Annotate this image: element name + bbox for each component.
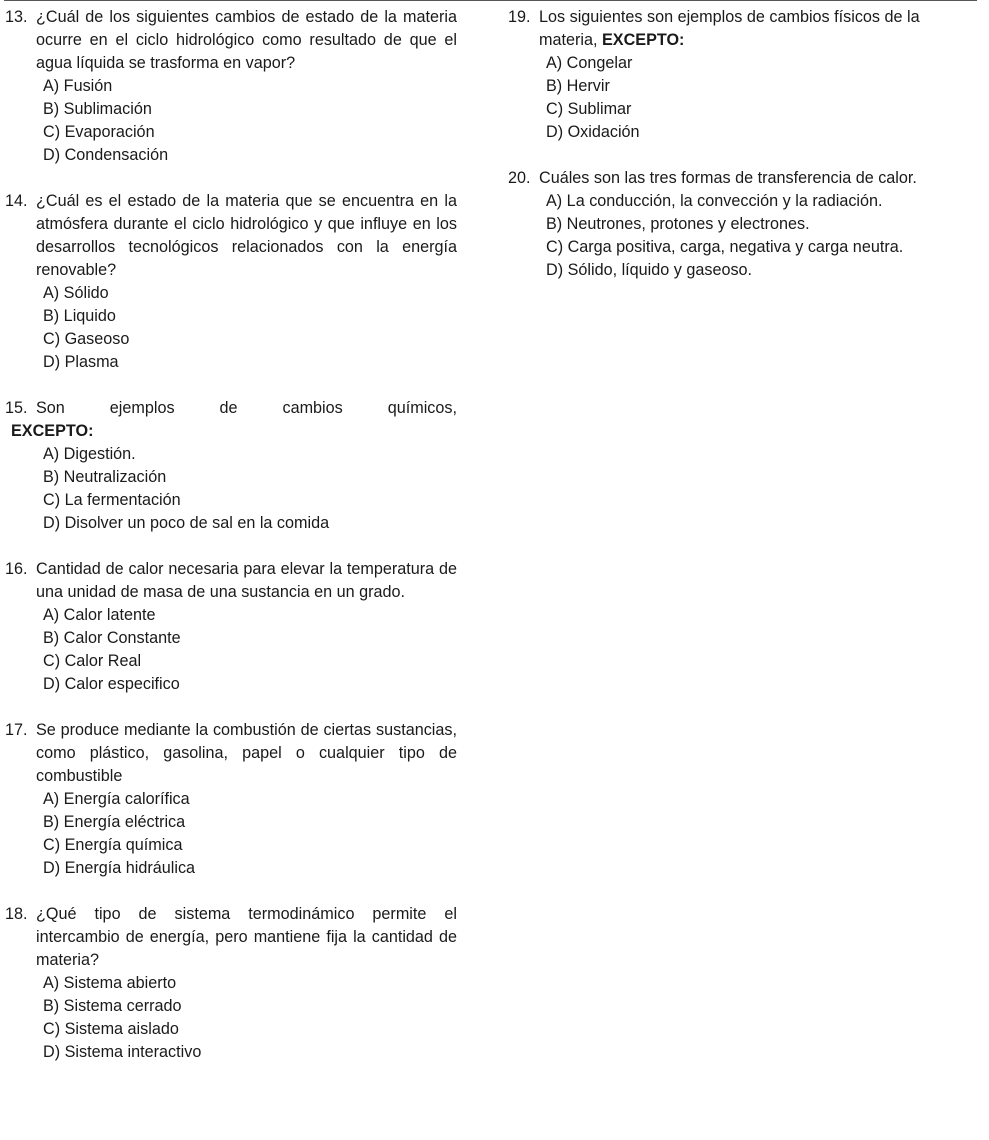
option-d: D) Condensación: [43, 146, 169, 164]
option-a: A) La conducción, la convección y la radiación.: [546, 192, 883, 210]
option-b: B) Neutrones, protones y electrones.: [546, 215, 810, 233]
question-15: [5, 397, 457, 535]
excepto-label: EXCEPTO:: [601, 31, 685, 49]
question-text: Cantidad de calor necesaria para elevar la temperatura de una unidad de masa de una sustancia en un grado.: [36, 560, 457, 601]
option-d: D) Sólido, líquido y gaseoso.: [546, 261, 753, 279]
left-column: [5, 6, 457, 1064]
option-d: D) Plasma: [43, 353, 119, 371]
question-13: [5, 6, 457, 167]
question-number: 15.: [5, 399, 28, 417]
options-list: [43, 788, 457, 880]
option-a: A) Calor latente: [43, 606, 156, 624]
option-a: A) Energía calorífica: [43, 790, 190, 808]
option-d: D) Disolver un poco de sal en la comida: [43, 514, 330, 532]
question-number: 20.: [508, 169, 531, 187]
option-d: D) Sistema interactivo: [43, 1043, 202, 1061]
right-column: [508, 6, 953, 305]
option-c: C) Gaseoso: [43, 330, 130, 348]
option-c: C) Calor Real: [43, 652, 142, 670]
options-list: [43, 604, 457, 696]
question-number: 14.: [5, 192, 28, 210]
question-text-wrap: [539, 6, 953, 52]
option-b: B) Energía eléctrica: [43, 813, 186, 831]
question-text: Son ejemplos de cambios químicos,: [36, 399, 457, 417]
option-b: B) Liquido: [43, 307, 116, 325]
options-list: [43, 282, 457, 374]
options-list: [43, 443, 457, 535]
option-b: B) Sistema cerrado: [43, 997, 182, 1015]
question-number: 16.: [5, 560, 28, 578]
question-text-wrap: [36, 397, 457, 420]
option-a: A) Sólido: [43, 284, 109, 302]
option-a: A) Digestión.: [43, 445, 136, 463]
option-d: D) Oxidación: [546, 123, 640, 141]
top-rule: [4, 0, 977, 1]
option-a: A) Congelar: [546, 54, 633, 72]
option-d: D) Calor especifico: [43, 675, 180, 693]
options-list: [43, 972, 457, 1064]
option-a: A) Fusión: [43, 77, 113, 95]
question-14: [5, 190, 457, 374]
question-text: ¿Cuál es el estado de la materia que se encuentra en la atmósfera durante el ciclo hidrológico y que influye en los desarrollos tecnológicos relacionados con la energía renovable?: [36, 192, 457, 279]
question-text: ¿Qué tipo de sistema termodinámico permite el intercambio de energía, pero mantiene fija la cantidad de materia?: [36, 905, 457, 969]
question-number: 18.: [5, 905, 28, 923]
option-b: B) Calor Constante: [43, 629, 181, 647]
question-20: [508, 167, 953, 282]
question-number: 19.: [508, 8, 531, 26]
option-c: C) Sistema aislado: [43, 1020, 179, 1038]
question-text: Los siguientes son ejemplos de cambios físicos de la materia,: [539, 8, 920, 49]
question-16: [5, 558, 457, 696]
question-17: [5, 719, 457, 880]
question-number: 13.: [5, 8, 28, 26]
option-b: B) Neutralización: [43, 468, 167, 486]
question-text: Se produce mediante la combustión de ciertas sustancias, como plástico, gasolina, papel o cualquier tipo de combustible: [36, 721, 457, 785]
question-text: Cuáles son las tres formas de transferencia de calor.: [539, 169, 917, 187]
option-b: B) Hervir: [546, 77, 610, 95]
option-c: C) La fermentación: [43, 491, 181, 509]
question-18: [5, 903, 457, 1064]
option-c: C) Carga positiva, carga, negativa y carga neutra.: [546, 238, 904, 256]
option-a: A) Sistema abierto: [43, 974, 177, 992]
option-d: D) Energía hidráulica: [43, 859, 196, 877]
option-c: C) Energía química: [43, 836, 183, 854]
excepto-label: EXCEPTO:: [11, 422, 94, 440]
option-c: C) Evaporación: [43, 123, 155, 141]
options-list: [546, 52, 953, 144]
question-19: [508, 6, 953, 144]
option-c: C) Sublimar: [546, 100, 632, 118]
options-list: [546, 190, 953, 282]
question-text: ¿Cuál de los siguientes cambios de estado de la materia ocurre en el ciclo hidrológico como resultado de que el agua líquida se trasforma en vapor?: [36, 8, 457, 72]
option-b: B) Sublimación: [43, 100, 152, 118]
question-number: 17.: [5, 721, 28, 739]
options-list: [43, 75, 457, 167]
